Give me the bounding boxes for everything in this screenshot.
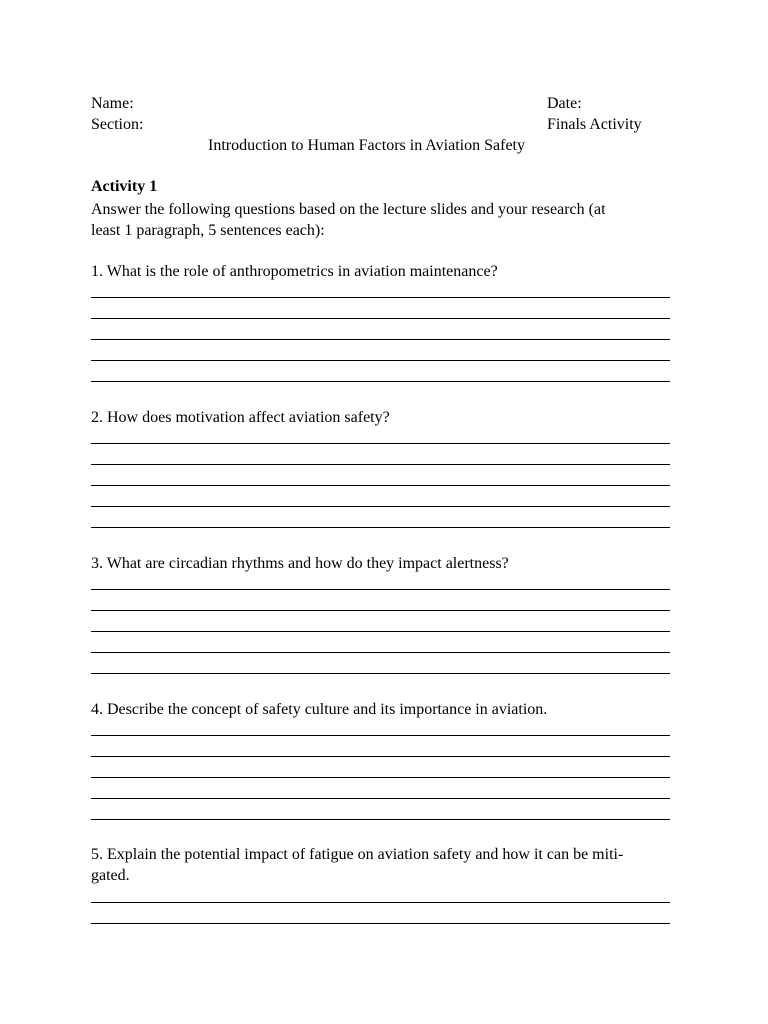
- answer-line[interactable]: [91, 902, 670, 903]
- answer-line[interactable]: [91, 777, 670, 778]
- instructions-line-1: Answer the following questions based on the lecture slides and your research (at: [91, 201, 606, 218]
- answer-line[interactable]: [91, 819, 670, 820]
- answer-line[interactable]: [91, 339, 670, 340]
- answer-line[interactable]: [91, 318, 670, 319]
- activity-type-label: Finals Activity: [547, 116, 642, 133]
- answer-line[interactable]: [91, 798, 670, 799]
- question-1: 1. What is the role of anthropometrics in aviation maintenance?: [91, 263, 498, 280]
- answer-line[interactable]: [91, 464, 670, 465]
- answer-line[interactable]: [91, 735, 670, 736]
- name-label: Name:: [91, 95, 134, 112]
- date-label: Date:: [547, 95, 582, 112]
- question-2: 2. How does motivation affect aviation safety?: [91, 409, 390, 426]
- answer-line[interactable]: [91, 652, 670, 653]
- activity-heading: Activity 1: [91, 178, 158, 195]
- answer-line[interactable]: [91, 923, 670, 924]
- answer-line[interactable]: [91, 297, 670, 298]
- answer-line[interactable]: [91, 443, 670, 444]
- answer-line[interactable]: [91, 631, 670, 632]
- answer-line[interactable]: [91, 756, 670, 757]
- answer-line[interactable]: [91, 485, 670, 486]
- answer-line[interactable]: [91, 527, 670, 528]
- answer-line[interactable]: [91, 360, 670, 361]
- answer-line[interactable]: [91, 673, 670, 674]
- question-5-line-2: gated.: [91, 867, 130, 884]
- question-3: 3. What are circadian rhythms and how do they impact alertness?: [91, 555, 509, 572]
- answer-line[interactable]: [91, 610, 670, 611]
- question-5-line-1: 5. Explain the potential impact of fatigue on aviation safety and how it can be miti-: [91, 846, 624, 863]
- instructions-line-2: least 1 paragraph, 5 sentences each):: [91, 222, 325, 239]
- course-title: Introduction to Human Factors in Aviation Safety: [208, 137, 525, 154]
- section-label: Section:: [91, 116, 144, 133]
- question-4: 4. Describe the concept of safety culture and its importance in aviation.: [91, 701, 548, 718]
- answer-line[interactable]: [91, 506, 670, 507]
- answer-line[interactable]: [91, 381, 670, 382]
- answer-line[interactable]: [91, 589, 670, 590]
